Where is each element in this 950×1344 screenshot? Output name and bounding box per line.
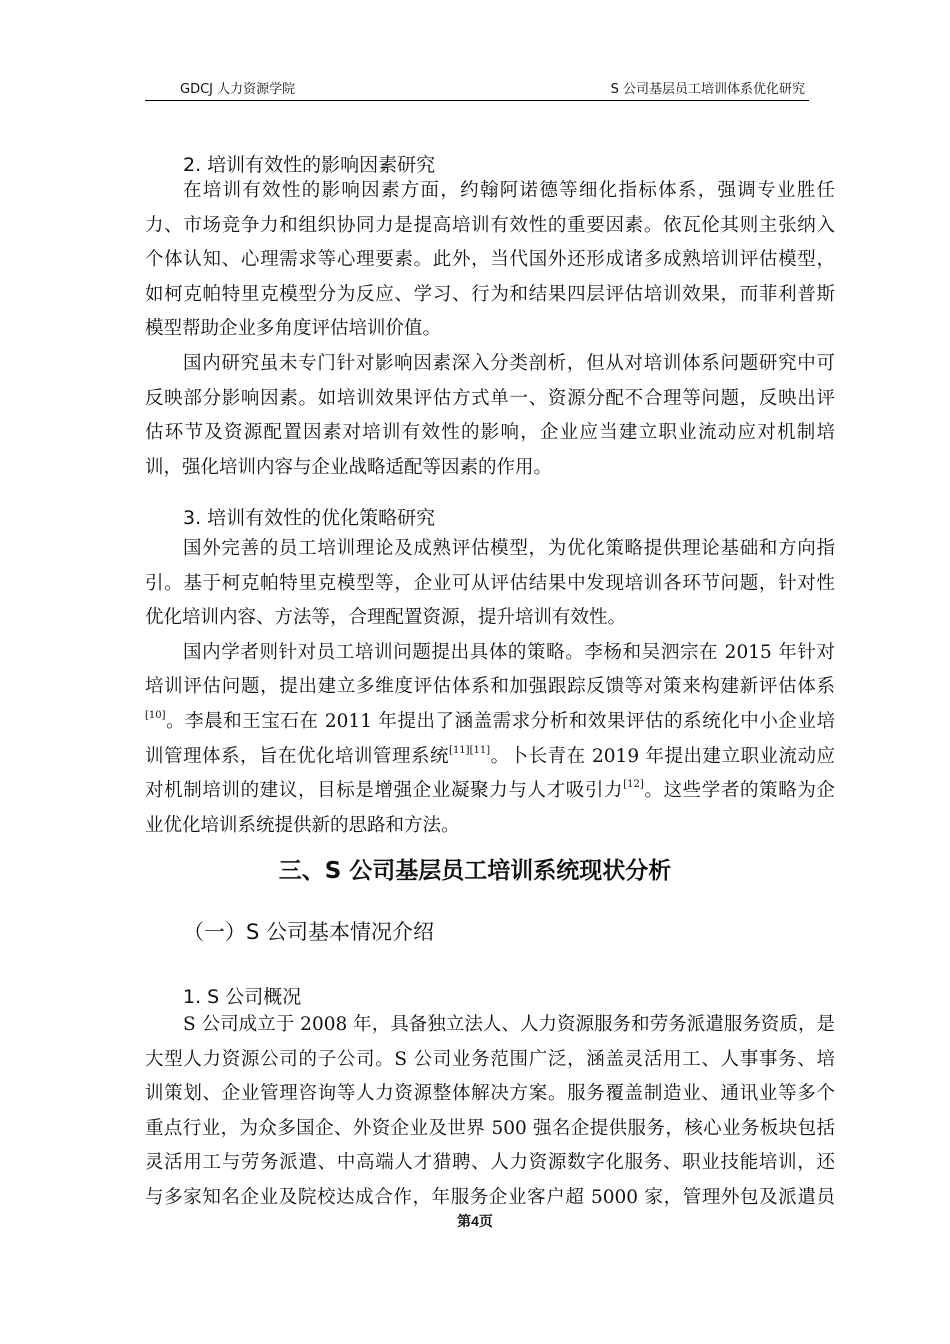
line: 估环节及资源配置因素对培训有效性的影响，企业应当建立职业流动应对机制培 (145, 422, 835, 444)
citation: [10] (145, 709, 166, 721)
line: 国内学者则针对员工培训问题提出具体的策略。李杨和吴泗宗在 2015 年针对 (183, 641, 835, 663)
section-heading-3: 3. 培训有效性的优化策略研究 (183, 507, 436, 529)
line: 如柯克帕特里克模型分为反应、学习、行为和结果四层评估培训效果，而菲利普斯 (145, 283, 835, 305)
header-right: S 公司基层员工培训体系优化研究 (610, 82, 805, 97)
line (145, 774, 835, 809)
line (145, 740, 835, 775)
section-heading-1: 1. S 公司概况 (183, 986, 302, 1008)
paragraph (145, 1008, 835, 1216)
line: 培训评估问题，提出建立多维度评估体系和加强跟踪反馈等对策来构建新评估体系 (145, 676, 835, 698)
citation: [11][11] (449, 744, 491, 756)
text: 。李晨和王宝石在 2011 年提出了涵盖需求分析和效果评估的系统化中小企业培 (165, 710, 835, 732)
line: 国外完善的员工培训理论及成熟评估模型，为优化策略提供理论基础和方向指 (183, 538, 835, 559)
page-number: 第4页 (457, 1213, 493, 1229)
section-heading-2: 2. 培训有效性的影响因素研究 (183, 154, 436, 176)
line: 灵活用工与劳务派遣、中高端人才猎聘、人力资源数字化服务、职业技能培训，还 (145, 1152, 835, 1174)
line: S 公司成立于 2008 年，具备独立法人、人力资源服务和劳务派遣服务资质，是 (183, 1014, 835, 1035)
line: 重点行业，为众多国企、外资企业及世界 500 强名企提供服务，核心业务板块包括 (145, 1117, 835, 1139)
line: 国内研究虽未专门针对影响因素深入分类剖析，但从对培训体系问题研究中可 (183, 352, 835, 374)
line: 反映部分影响因素。如培训效果评估方式单一、资源分配不合理等问题，反映出评 (145, 387, 835, 409)
subsection-heading: （一）S 公司基本情况介绍 (183, 920, 435, 944)
chapter-title: 三、S 公司基层员工培训系统现状分析 (278, 858, 672, 884)
text: 。这些学者的策略为企 (643, 780, 835, 802)
line: 大型人力资源公司的子公司。S 公司业务范围广泛，涵盖灵活用工、人事事务、培 (145, 1048, 835, 1070)
header-left: GDCJ 人力资源学院 (180, 82, 296, 97)
citation: [12] (623, 779, 644, 791)
line: 力、市场竞争力和组织协同力是提高培训有效性的重要因素。依瓦伦其则主张纳入 (145, 214, 835, 236)
line: 引。基于柯克帕特里克模型等，企业可从评估结果中发现培训各环节问题，针对性 (145, 572, 835, 594)
text: 。卜长青在 2019 年提出建立职业流动应 (490, 745, 835, 767)
paragraph (145, 532, 835, 843)
text: 训管理体系，旨在优化培训管理系统 (145, 745, 450, 767)
line: 训策划、企业管理咨询等人力资源整体解决方案。服务覆盖制造业、通讯业等多个 (145, 1083, 835, 1105)
header-rule (145, 100, 809, 101)
line (145, 705, 835, 740)
text: 对机制培训的建议，目标是增强企业凝聚力与人才吸引力 (145, 780, 624, 802)
paragraph (145, 174, 835, 485)
line: 与多家知名企业及院校达成合作，年服务企业客户超 5000 家，管理外包及派遣员 (145, 1186, 835, 1208)
line: 个体认知、心理需求等心理要素。此外，当代国外还形成诸多成熟培训评估模型， (145, 249, 835, 271)
line: 优化培训内容、方法等，合理配置资源，提升培训有效性。 (145, 607, 627, 629)
line: 在培训有效性的影响因素方面，约翰阿诺德等细化指标体系，强调专业胜任 (183, 180, 835, 201)
line: 模型帮助企业多角度评估培训价值。 (145, 318, 442, 340)
line: 业优化培训系统提供新的思路和方法。 (145, 814, 460, 836)
line: 训，强化培训内容与企业战略适配等因素的作用。 (145, 456, 553, 478)
